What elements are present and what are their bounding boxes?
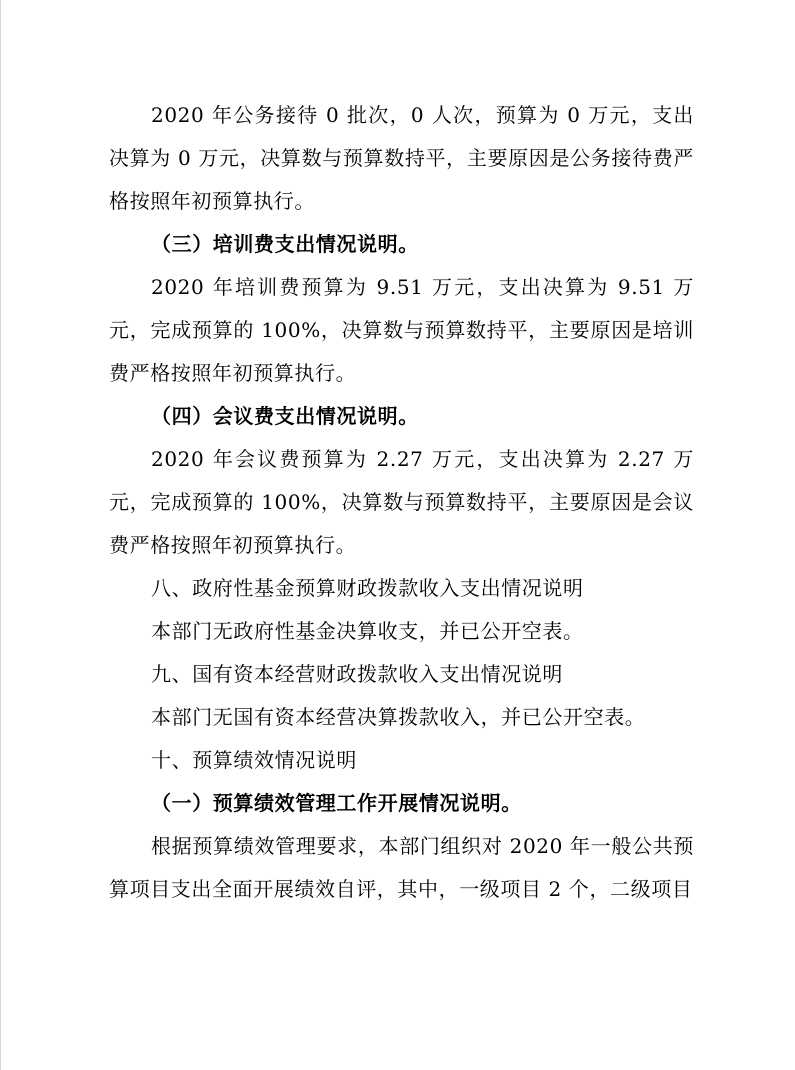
section-ten-heading: 十、预算绩效情况说明 [151, 748, 357, 772]
section-nine-heading: 九、国有资本经营财政拨款收入支出情况说明 [151, 662, 563, 686]
document-body [109, 94, 694, 911]
meeting-expense-heading: （四）会议费支出情况说明。 [151, 404, 419, 428]
performance-management-heading: （一）预算绩效管理工作开展情况说明。 [151, 791, 522, 815]
performance-management-paragraph: 根据预算绩效管理要求，本部门组织对 2020 年一般公共预算项目支出全面开展绩效自评，其中，一级项目 2 个，二级项目 [109, 834, 694, 901]
training-expense-heading: （三）培训费支出情况说明。 [151, 232, 419, 256]
section-eight-paragraph: 本部门无政府性基金决算收支，并已公开空表。 [151, 619, 584, 643]
section-nine-paragraph: 本部门无国有资本经营决算拨款收入，并已公开空表。 [151, 705, 646, 729]
training-expense-paragraph: 2020 年培训费预算为 9.51 万元，支出决算为 9.51 万元，完成预算的 100%，决算数与预算数持平，主要原因是培训费严格按照年初预算执行。 [109, 275, 694, 385]
reception-expense-paragraph: 2020 年公务接待 0 批次，0 人次，预算为 0 万元，支出决算为 0 万元，决算数与预算数持平，主要原因是公务接待费严格按照年初预算执行。 [109, 103, 694, 213]
section-eight-heading: 八、政府性基金预算财政拨款收入支出情况说明 [151, 576, 584, 600]
meeting-expense-paragraph: 2020 年会议费预算为 2.27 万元，支出决算为 2.27 万元，完成预算的 100%，决算数与预算数持平，主要原因是会议费严格按照年初预算执行。 [109, 447, 694, 557]
